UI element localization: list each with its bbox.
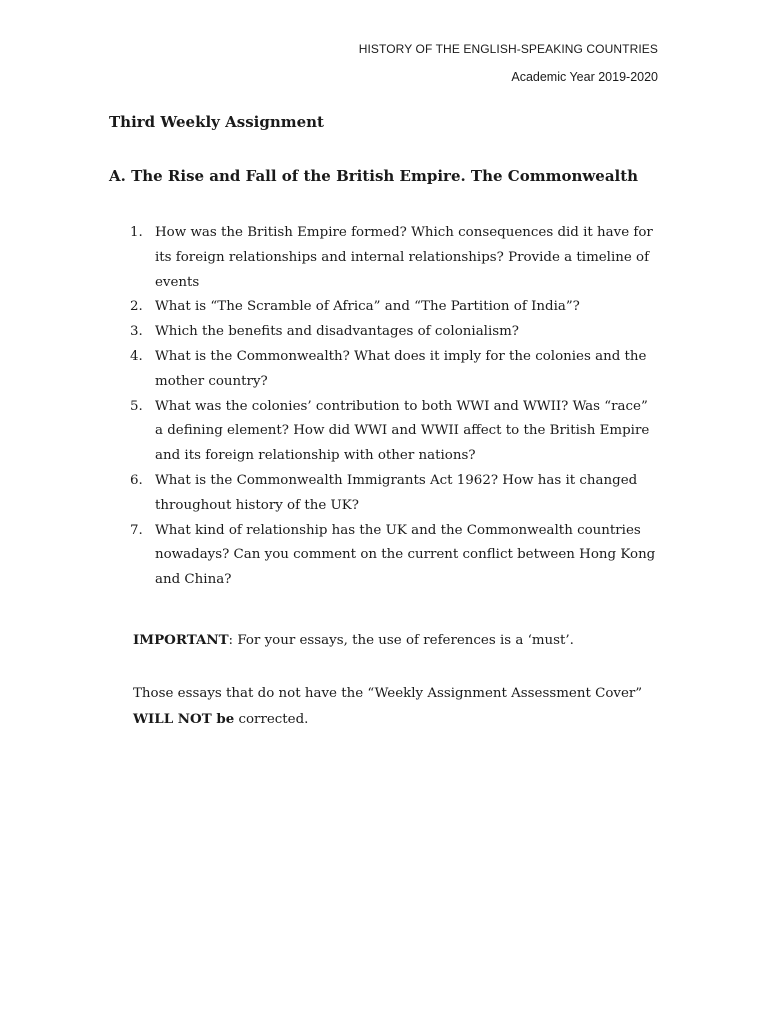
question-item <box>130 519 660 593</box>
academic-year: Academic Year 2019-2020 <box>511 70 658 84</box>
assignment-title: Third Weekly Assignment <box>109 113 324 131</box>
question-text: What was the colonies’ contribution to both WWI and WWII? Was “race” a defining element? How did WWI and WWII affect to the British Empire and its foreign relationship with other nations? <box>155 398 650 464</box>
question-text: What is the Commonwealth Immigrants Act 1962? How has it changed throughout history of the UK? <box>155 472 638 513</box>
question-item <box>130 295 660 320</box>
note-bold-warning: WILL NOT be <box>133 710 235 727</box>
important-note <box>133 632 574 648</box>
course-header: HISTORY OF THE ENGLISH-SPEAKING COUNTRIES <box>358 42 658 56</box>
question-item <box>130 395 660 469</box>
question-item <box>130 469 660 519</box>
question-item <box>130 320 660 345</box>
important-label: IMPORTANT <box>133 632 229 648</box>
question-number: 4. <box>130 348 143 364</box>
question-number: 1. <box>130 225 143 240</box>
cover-requirement-note <box>133 682 673 733</box>
question-text: Which the benefits and disadvantages of colonialism? <box>155 324 519 340</box>
note-text-after: corrected. <box>234 711 309 727</box>
question-number: 3. <box>130 324 143 340</box>
question-number: 7. <box>130 522 143 538</box>
question-text: What is the Commonwealth? What does it imply for the colonies and the mother country? <box>155 348 647 389</box>
question-number: 5. <box>130 398 143 414</box>
question-item <box>130 345 660 395</box>
question-item <box>130 221 660 295</box>
note-text-before: Those essays that do not have the “Weekly Assignment Assessment Cover” <box>133 686 643 701</box>
important-text: : For your essays, the use of references is a ‘must’. <box>228 633 574 648</box>
section-title: A. The Rise and Fall of the British Empire. The Commonwealth <box>109 167 639 185</box>
question-text: What kind of relationship has the UK and the Commonwealth countries nowadays? Can you comment on the current conflict between Hong Kong and China? <box>155 522 656 588</box>
question-list <box>130 221 660 593</box>
question-number: 2. <box>130 299 143 315</box>
question-text: How was the British Empire formed? Which consequences did it have for its foreign relationships and internal relationships? Provide a timeline of events <box>155 225 653 290</box>
question-number: 6. <box>130 472 143 488</box>
question-text: What is “The Scramble of Africa” and “The Partition of India”? <box>155 299 580 315</box>
